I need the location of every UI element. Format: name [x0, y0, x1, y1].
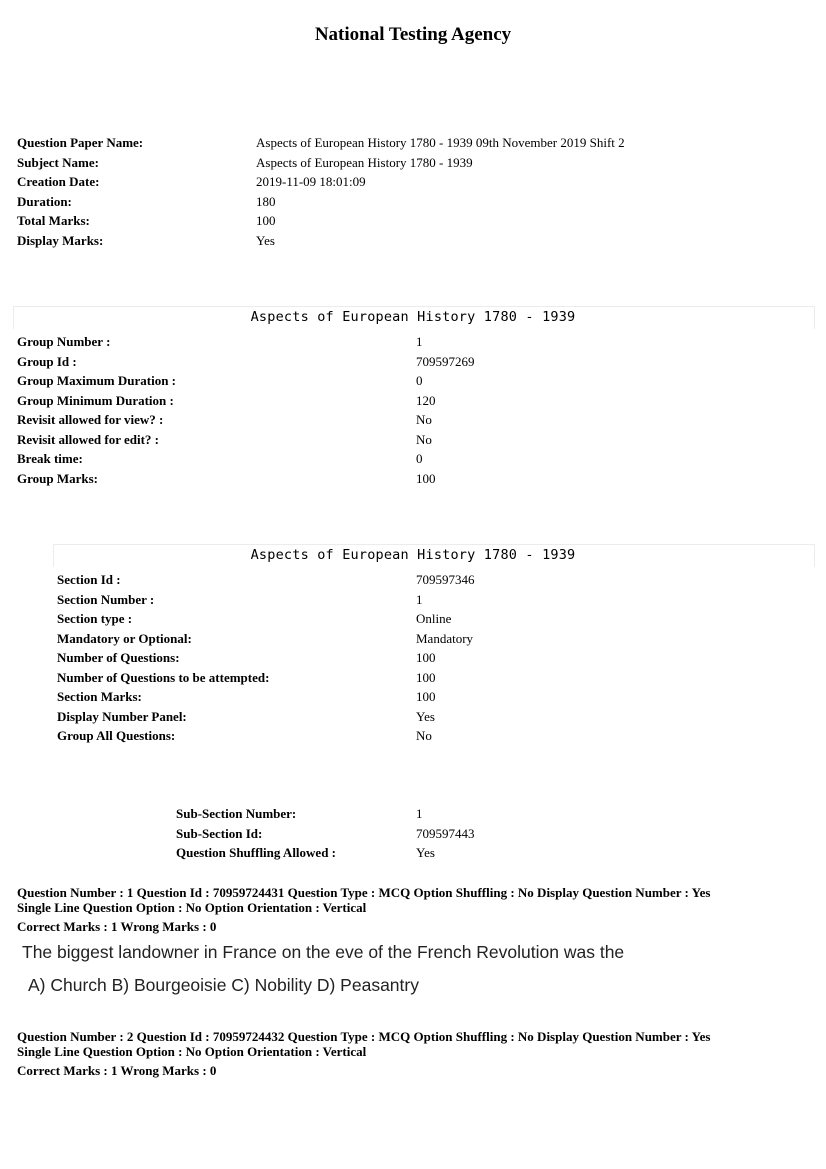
group-row [17, 410, 475, 430]
group-row [17, 449, 475, 469]
section-value: No [416, 728, 432, 743]
info-row [17, 172, 625, 192]
info-row [17, 133, 625, 153]
group-label: Revisit allowed for view? : [17, 412, 164, 427]
question-options: A) Church B) Bourgeoisie C) Nobility D) Peasantry [28, 975, 419, 995]
section-row [57, 609, 475, 629]
section-label: Group All Questions: [57, 728, 176, 743]
group-row [17, 469, 475, 489]
info-row [17, 153, 625, 173]
info-label: Subject Name: [17, 154, 99, 170]
info-value: Aspects of European History 1780 - 1939 09th November 2019 Shift 2 [256, 135, 625, 150]
question-text: The biggest landowner in France on the eve of the French Revolution was the [22, 942, 625, 962]
section-label: Section Marks: [57, 689, 142, 704]
info-value: Aspects of European History 1780 - 1939 [256, 154, 473, 170]
section-title: Aspects of European History 1780 - 1939 [250, 547, 576, 563]
group-label: Break time: [17, 451, 83, 466]
subsection-row [176, 824, 475, 844]
section-label: Display Number Panel: [57, 708, 187, 724]
info-value: 100 [256, 213, 276, 228]
section-row [57, 629, 475, 649]
group-value: 100 [416, 470, 436, 486]
info-label: Display Marks: [17, 232, 104, 248]
group-value: No [416, 412, 432, 427]
section-row [57, 726, 475, 746]
group-value: 709597269 [416, 353, 475, 369]
section-label: Section Number : [57, 591, 155, 607]
section-label: Section type : [57, 611, 133, 626]
section-label: Section Id : [57, 572, 121, 587]
group-row [17, 352, 475, 372]
info-label: Creation Date: [17, 174, 100, 189]
section-row [57, 648, 475, 668]
group-label: Group Number : [17, 334, 111, 349]
info-label: Total Marks: [17, 213, 90, 228]
section-row [57, 687, 475, 707]
section-label: Number of Questions to be attempted: [57, 669, 270, 685]
section-row [57, 668, 475, 688]
group-label: Revisit allowed for edit? : [17, 431, 160, 447]
section-value: 709597346 [416, 572, 475, 587]
section-value: Online [416, 611, 452, 626]
group-value: 120 [416, 392, 436, 408]
section-value: Mandatory [416, 630, 474, 646]
question-meta-line: Question Number : 1 Question Id : 70959724431 Question Type : MCQ Option Shuffling : No Display Question Number : Yes [17, 885, 711, 900]
question-meta-line: Single Line Question Option : No Option Orientation : Vertical [17, 1043, 367, 1059]
section-value: 100 [416, 650, 436, 665]
group-label: Group Maximum Duration : [17, 373, 177, 388]
group-value: 1 [416, 334, 423, 349]
info-value: 180 [256, 193, 276, 209]
info-row [17, 231, 625, 251]
section-value: Yes [416, 708, 435, 724]
subsection-label: Sub-Section Id: [176, 825, 263, 841]
group-label: Group Marks: [17, 470, 99, 486]
subsection-row [176, 804, 475, 824]
group-row [17, 332, 475, 352]
group-row [17, 371, 475, 391]
subsection-value: 1 [416, 806, 423, 821]
group-label: Group Minimum Duration : [17, 392, 174, 408]
group-value: No [416, 431, 432, 447]
section-label: Mandatory or Optional: [57, 630, 192, 646]
info-value: Yes [256, 232, 275, 248]
subsection-label: Question Shuffling Allowed : [176, 845, 337, 860]
info-row [17, 192, 625, 212]
subsection-info [176, 804, 475, 863]
question-marks: Correct Marks : 1 Wrong Marks : 0 [17, 919, 217, 934]
subsection-value: 709597443 [416, 825, 475, 841]
paper-info [17, 133, 625, 250]
section-row [57, 590, 475, 610]
section-label: Number of Questions: [57, 650, 180, 665]
info-label: Question Paper Name: [17, 135, 144, 150]
subsection-row [176, 843, 475, 863]
group-title: Aspects of European History 1780 - 1939 [250, 309, 576, 325]
question-meta [17, 1030, 817, 1079]
group-label: Group Id : [17, 353, 77, 369]
question-meta-line: Question Number : 2 Question Id : 70959724432 Question Type : MCQ Option Shuffling : No Display Question Number : Yes [17, 1029, 711, 1044]
group-row [17, 430, 475, 450]
section-value: 100 [416, 669, 436, 685]
section-row [57, 570, 475, 590]
section-row [57, 707, 475, 727]
page-title: National Testing Agency [314, 24, 512, 45]
info-row [17, 211, 625, 231]
question-meta [17, 886, 817, 935]
group-value: 0 [416, 373, 423, 388]
info-value: 2019-11-09 18:01:09 [256, 174, 366, 189]
subsection-label: Sub-Section Number: [176, 806, 297, 821]
section-value: 100 [416, 689, 436, 704]
group-row [17, 391, 475, 411]
info-label: Duration: [17, 193, 72, 209]
group-info [17, 332, 475, 488]
group-value: 0 [416, 451, 423, 466]
question-meta-line: Single Line Question Option : No Option Orientation : Vertical [17, 899, 367, 915]
section-value: 1 [416, 591, 423, 607]
section-info [57, 570, 475, 746]
subsection-value: Yes [416, 845, 435, 860]
question-marks: Correct Marks : 1 Wrong Marks : 0 [17, 1063, 217, 1078]
